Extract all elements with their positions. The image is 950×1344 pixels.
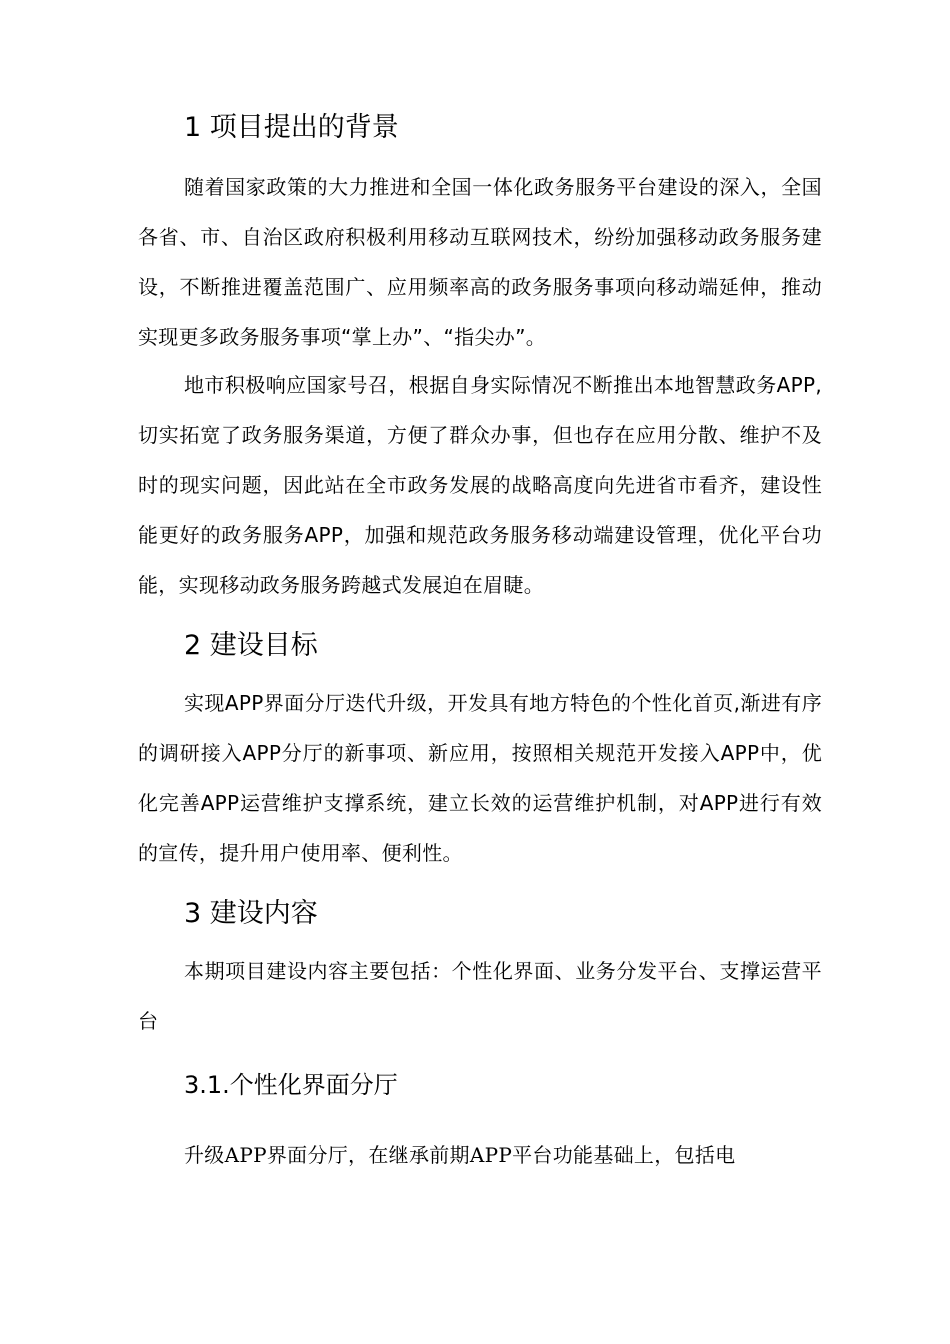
section-2-heading: 2 建设目标	[184, 630, 318, 661]
section-1-paragraph-1: 随着国家政策的大力推进和全国一体化政务服务平台建设的深入，全国各省、市、自治区政府积极利用移动互联网技术，纷纷加强移动政务服务建设，不断推进覆盖范围广、应用频率高的政务服务事项向移动端延伸，推动实现更多政务服务事项“掌上办”、“指尖办”。	[138, 175, 822, 349]
section-1-paragraph-2: 地市积极响应国家号召，根据自身实际情况不断推出本地智慧政务APP,切实拓宽了政务服务渠道，方便了群众办事，但也存在应用分散、维护不及时的现实问题，因此站在全市政务发展的战略高度向先进省市看齐，建设性能更好的政务服务APP，加强和规范政务服务移动端建设管理，优化平台功能，实现移动政务服务跨越式发展迫在眉睫。	[138, 373, 822, 597]
section-3-1-paragraph-1: 升级APP界面分厅，在继承前期APP平台功能基础上，包括电	[184, 1143, 736, 1167]
section-3-paragraph-1: 本期项目建设内容主要包括：个性化界面、业务分发平台、支撑运营平台	[138, 959, 822, 1033]
section-2-paragraph-1: 实现APP界面分厅迭代升级，开发具有地方特色的个性化首页,渐进有序的调研接入APP分厅的新事项、新应用，按照相关规范开发接入APP中，优化完善APP运营维护支撑系统，建立长效的运营维护机制，对APP进行有效的宣传，提升用户使用率、便利性。	[138, 691, 822, 865]
section-1-heading: 1 项目提出的背景	[184, 112, 399, 143]
section-3-1-heading: 3.1.个性化界面分厅	[184, 1071, 398, 1099]
section-3-heading: 3 建设内容	[184, 898, 318, 929]
